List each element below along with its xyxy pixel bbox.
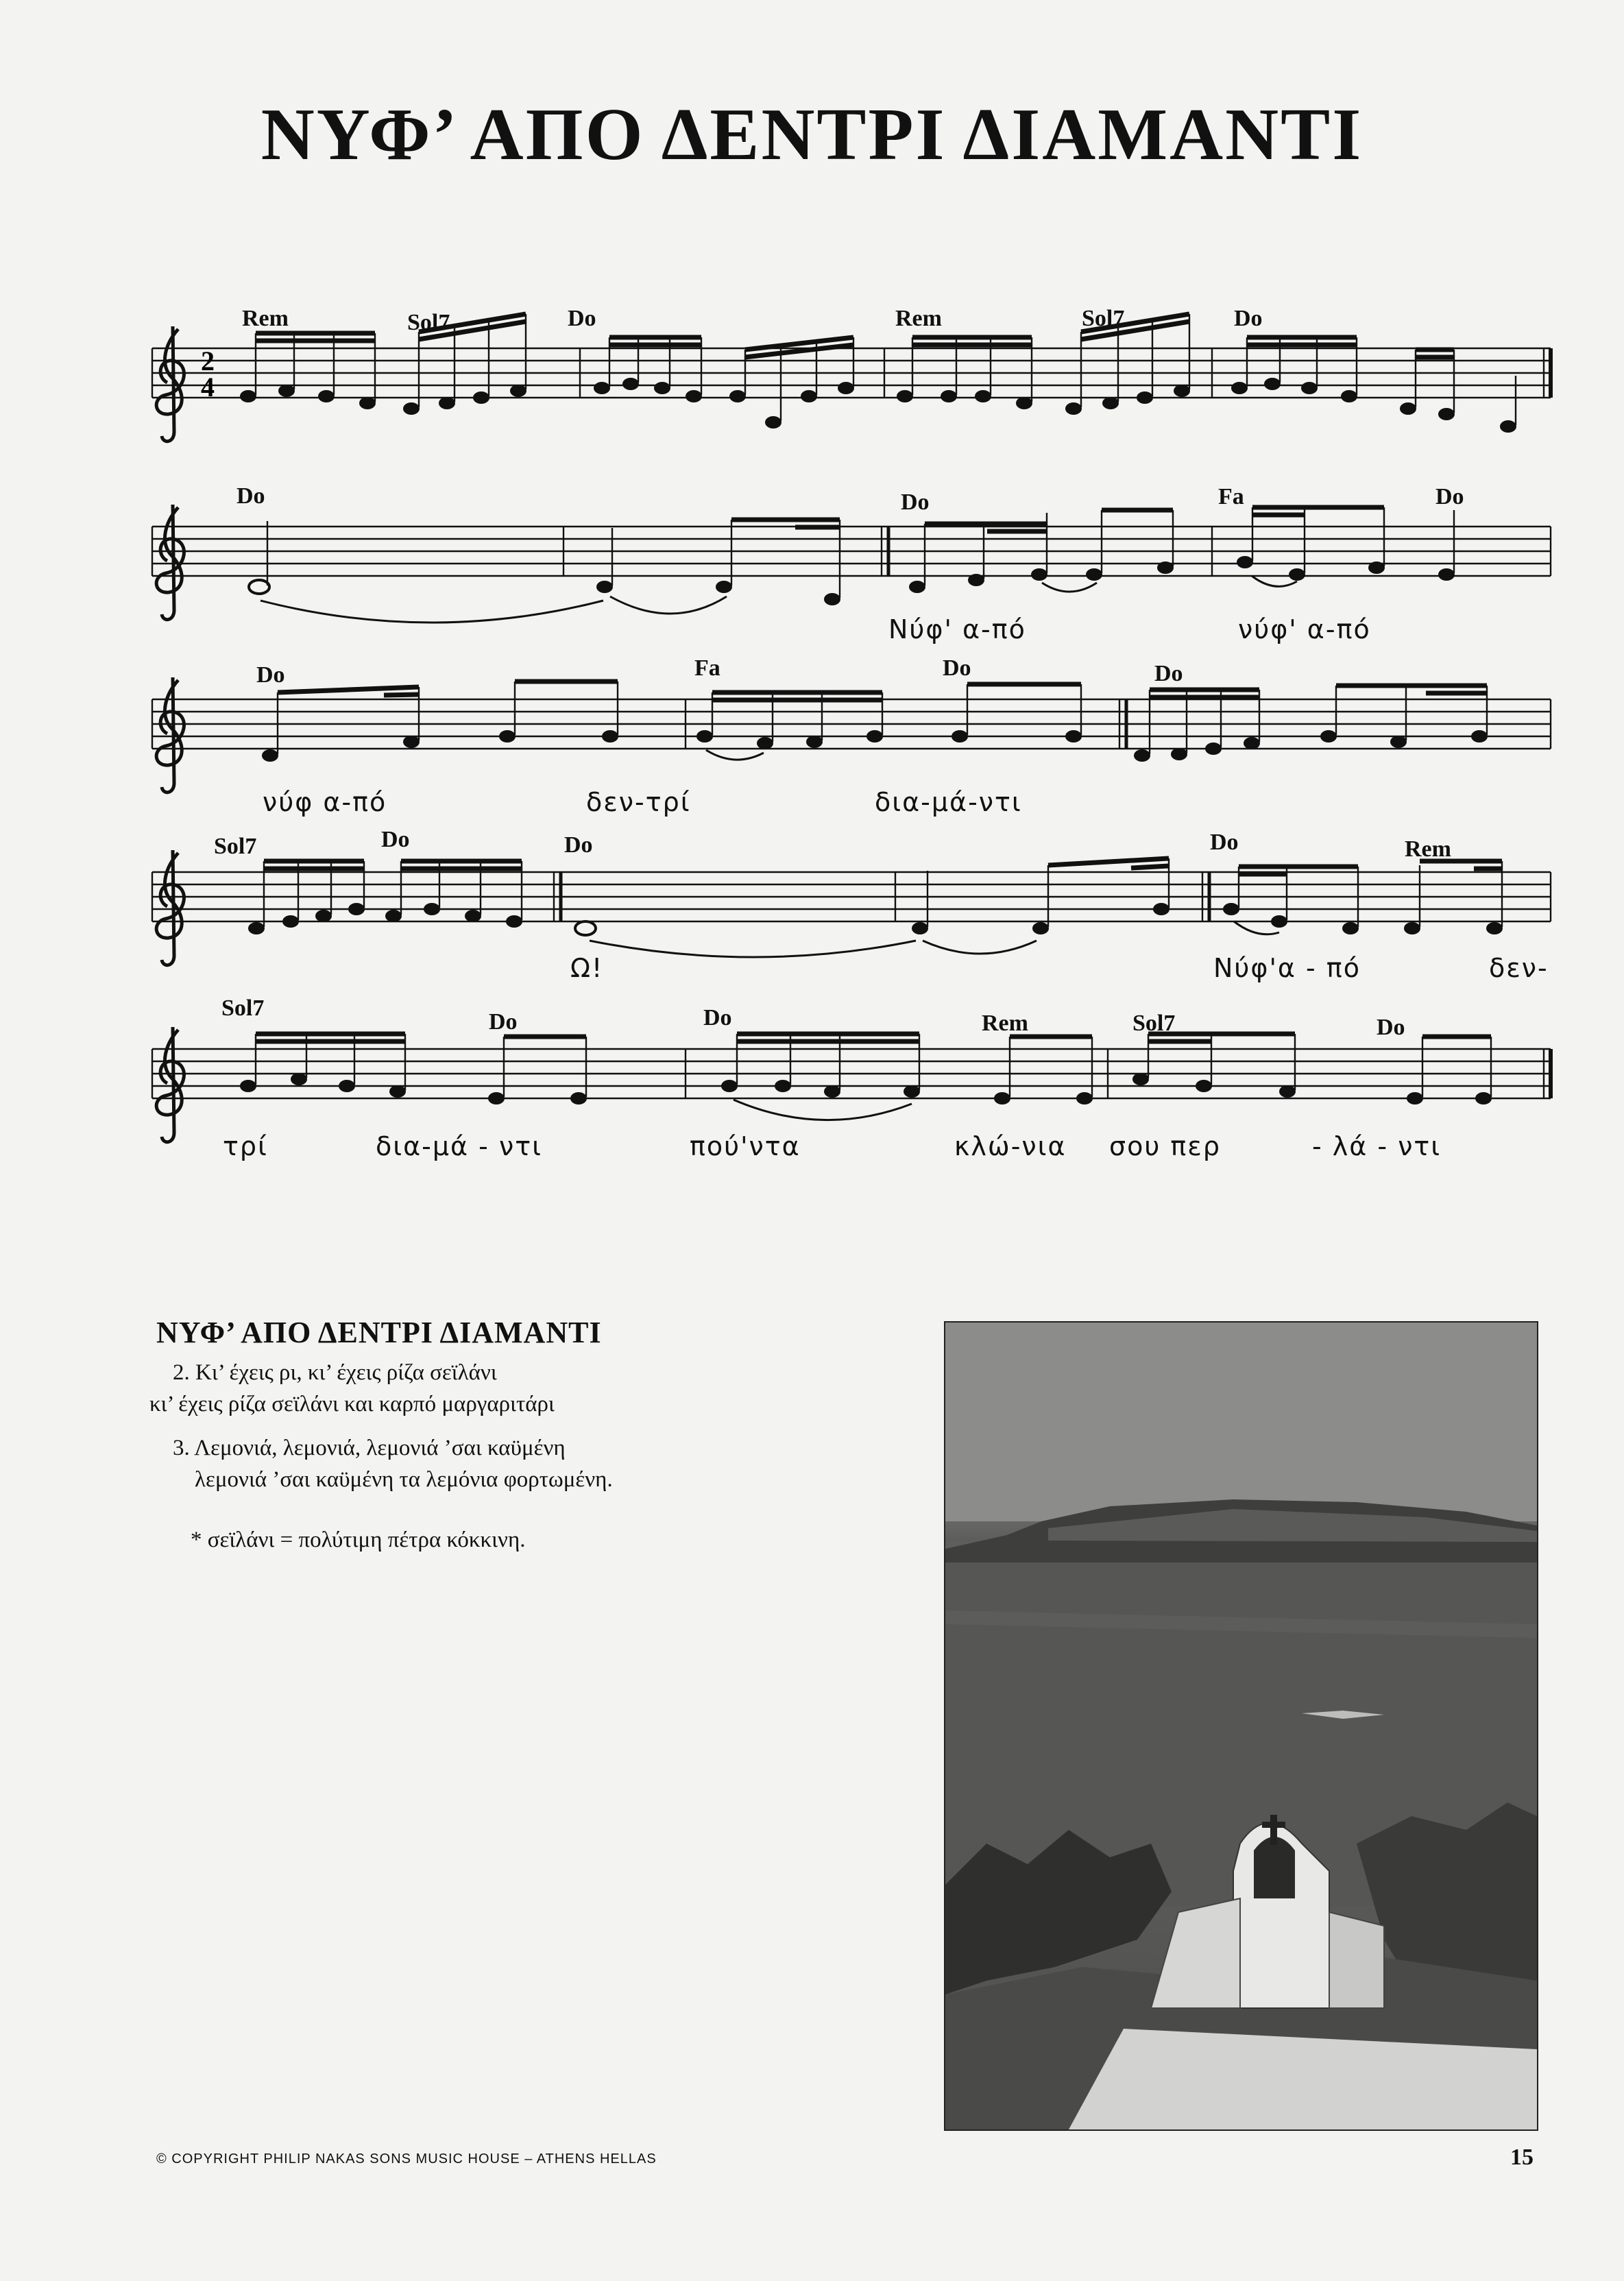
treble-clef-icon: [156, 326, 184, 442]
chord-label: Do: [1435, 484, 1464, 509]
chord-label: Rem: [895, 306, 942, 331]
lyric-syllables: - λά - ντι: [1312, 1131, 1442, 1161]
chord-label: Rem: [982, 1011, 1028, 1036]
staff-system-5: [152, 1027, 1551, 1142]
lyric-syllables: Νύφ' α-πό: [888, 614, 1026, 644]
chord-label: Rem: [242, 306, 289, 331]
chord-label: Do: [1377, 1015, 1405, 1040]
lyric-syllables: δια-μά-ντι: [875, 787, 1022, 817]
verse-line: λεμονιά ’σαι καϋμένη τα λεμόνια φορτωμένη.: [195, 1467, 613, 1492]
treble-clef-icon: [156, 1027, 184, 1142]
chord-label: Do: [237, 483, 265, 509]
chord-label: Do: [256, 662, 285, 688]
lyric-syllables: πού'ντα: [690, 1131, 801, 1161]
lyric-syllables: Νύφ'α - πό: [1213, 953, 1361, 983]
chord-label: Do: [703, 1005, 732, 1030]
chord-label: Rem: [1405, 836, 1451, 862]
chord-label: Fa: [1218, 484, 1244, 509]
treble-clef-icon: [156, 850, 184, 965]
verses-heading: ΝΥΦ’ ΑΠΟ ΔΕΝΤΡΙ ΔΙΑΜΑΝΤΙ: [156, 1316, 602, 1349]
lyric-syllables: δεν-τρί: [586, 787, 691, 817]
chord-label: Do: [1154, 661, 1183, 686]
chord-label: Do: [1210, 830, 1239, 855]
staff-system-3: [152, 677, 1551, 793]
page-number: 15: [1510, 2145, 1534, 2170]
lyric-syllables: νύφ' α-πό: [1238, 614, 1371, 644]
chord-label: Do: [381, 827, 410, 852]
verse-line: 2. Κι’ έχεις ρι, κι’ έχεις ρίζα σεϊλάνι: [173, 1360, 497, 1385]
chord-label: Do: [564, 832, 593, 858]
verse-line: κι’ έχεις ρίζα σεϊλάνι και καρπό μαργαριτάρι: [149, 1392, 555, 1416]
chapel-sea-photo: [944, 1321, 1538, 2131]
staff-system-4: [152, 850, 1551, 965]
lyric-syllables: σου περ: [1109, 1131, 1221, 1161]
chord-label: Sol7: [1132, 1011, 1176, 1036]
chord-label: Do: [901, 490, 930, 515]
lyric-syllables: Ω!: [570, 953, 604, 983]
lyric-syllables: δεν-: [1489, 953, 1549, 983]
time-signature-upper: 2: [201, 346, 215, 376]
lyric-syllables: τρί: [223, 1131, 268, 1161]
treble-clef-icon: [156, 505, 184, 620]
chord-label: Do: [568, 306, 596, 331]
chord-label: Sol7: [1082, 306, 1125, 331]
chord-label: Do: [1234, 306, 1263, 331]
chord-label: Sol7: [214, 834, 257, 859]
chord-label: Fa: [694, 655, 720, 681]
time-signature-lower: 4: [201, 372, 215, 402]
staff-system-1: [152, 314, 1551, 442]
page-title: ΝΥΦ’ ΑΠΟ ΔΕΝΤΡΙ ΔΙΑΜΑΝΤΙ: [260, 94, 1364, 176]
treble-clef-icon: [156, 677, 184, 793]
copyright-notice: © COPYRIGHT PHILIP NAKAS SONS MUSIC HOUSE – ATHENS HELLAS: [156, 2151, 657, 2167]
lyric-syllables: κλώ-νια: [954, 1131, 1067, 1161]
chord-label: Do: [489, 1009, 518, 1035]
staff-system-2: [152, 505, 1551, 623]
lyric-syllables: νύφ α-πό: [263, 787, 387, 817]
verse-line: 3. Λεμονιά, λεμονιά, λεμονιά ’σαι καϋμένη: [173, 1436, 566, 1460]
chord-label: Sol7: [407, 310, 450, 335]
lyric-syllables: δια-μά - ντι: [376, 1131, 542, 1161]
verse-footnote: * σεϊλάνι = πολύτιμη πέτρα κόκκινη.: [191, 1528, 526, 1552]
chord-label: Sol7: [221, 995, 265, 1021]
chord-label: Do: [943, 655, 971, 681]
